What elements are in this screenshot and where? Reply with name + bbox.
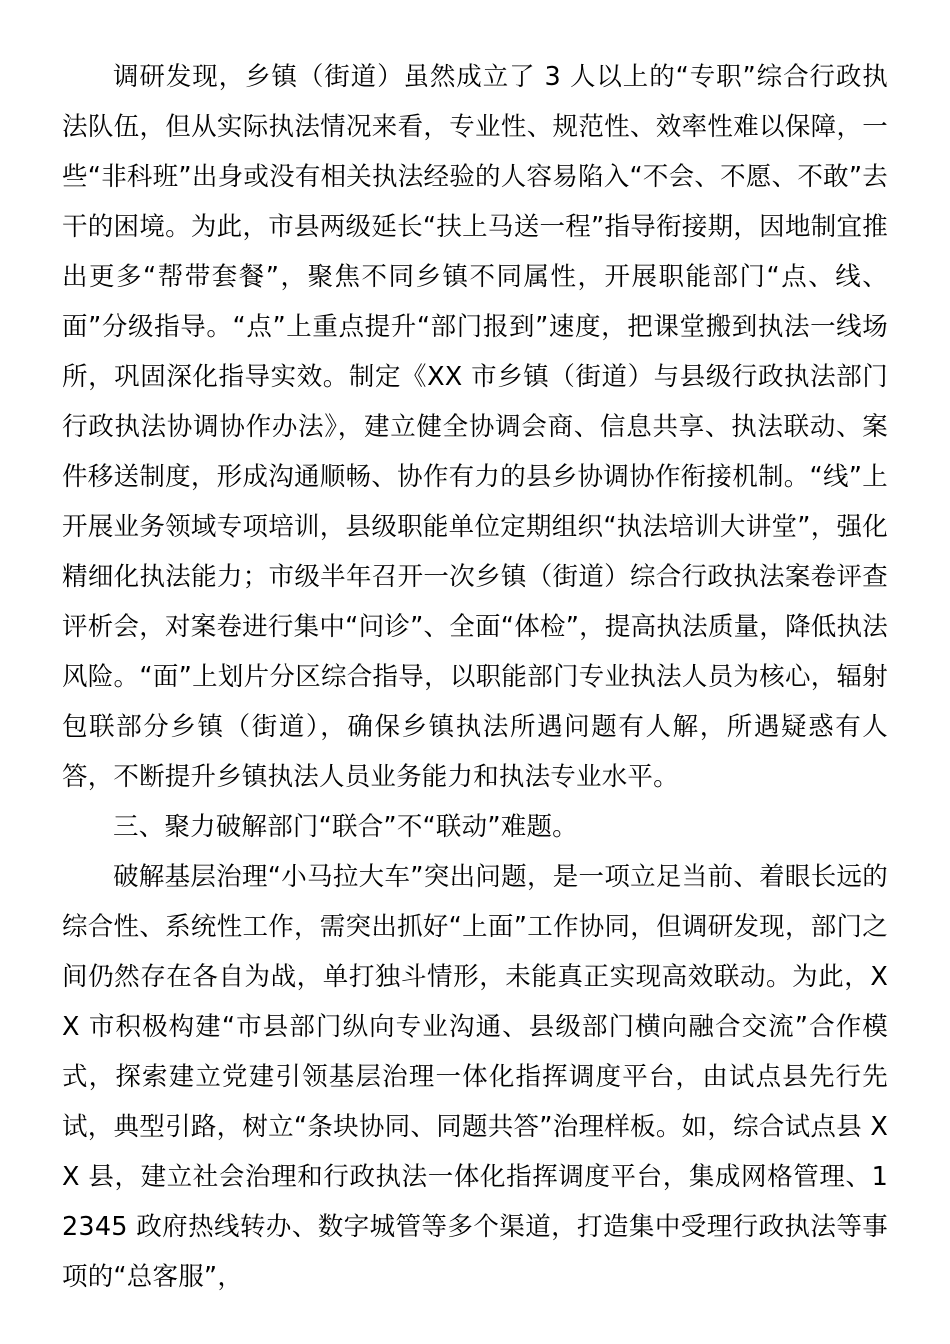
section-heading-three: 三、聚力破解部门“联合”不“联动”难题。: [113, 812, 578, 842]
paragraph-2: 破解基层治理“小马拉大车”突出问题，是一项立足当前、着眼长远的综合性、系统性工作，需突出抓好“上面”工作协同，但调研发现，部门之间仍然存在各自为战，单打独斗情形，未能真正实现高效联动。为此，XX 市积极构建“市县部门纵向专业沟通、县级部门横向融合交流”合作模式，探索建立党建引领基层治理一体化指挥调度平台，由试点县先行先试，典型引路，树立“条块协同、同题共答”治理样板。如，综合试点县 XX 县，建立社会治理和行政执法一体化指挥调度平台，集成网格管理、12345 政府热线转办、数字城管等多个渠道，打造集中受理行政执法等事项的“总客服”，: [62, 862, 888, 1292]
paragraph-1: 调研发现，乡镇（街道）虽然成立了 3 人以上的“专职”综合行政执法队伍，但从实际执法情况来看，专业性、规范性、效率性难以保障，一些“非科班”出身或没有相关执法经验的人容易陷入“不会、不愿、不敢”去干的困境。为此，市县两级延长“扶上马送一程”指导衔接期，因地制宜推出更多“帮带套餐”，聚焦不同乡镇不同属性，开展职能部门“点、线、面”分级指导。“点”上重点提升“部门报到”速度，把课堂搬到执法一线场所，巩固深化指导实效。制定《XX 市乡镇（街道）与县级行政执法部门行政执法协调协作办法》，建立健全协调会商、信息共享、执法联动、案件移送制度，形成沟通顺畅、协作有力的县乡协调协作衔接机制。“线”上开展业务领域专项培训，县级职能单位定期组织“执法培训大讲堂”，强化精细化执法能力；市级半年召开一次乡镇（街道）综合行政执法案卷评查评析会，对案卷进行集中“问诊”、全面“体检”，提高执法质量，降低执法风险。“面”上划片分区综合指导，以职能部门专业执法人员为核心，辐射包联部分乡镇（街道），确保乡镇执法所遇问题有人解，所遇疑惑有人答，不断提升乡镇执法人员业务能力和执法专业水平。: [62, 62, 888, 792]
document-body: [62, 52, 888, 1302]
